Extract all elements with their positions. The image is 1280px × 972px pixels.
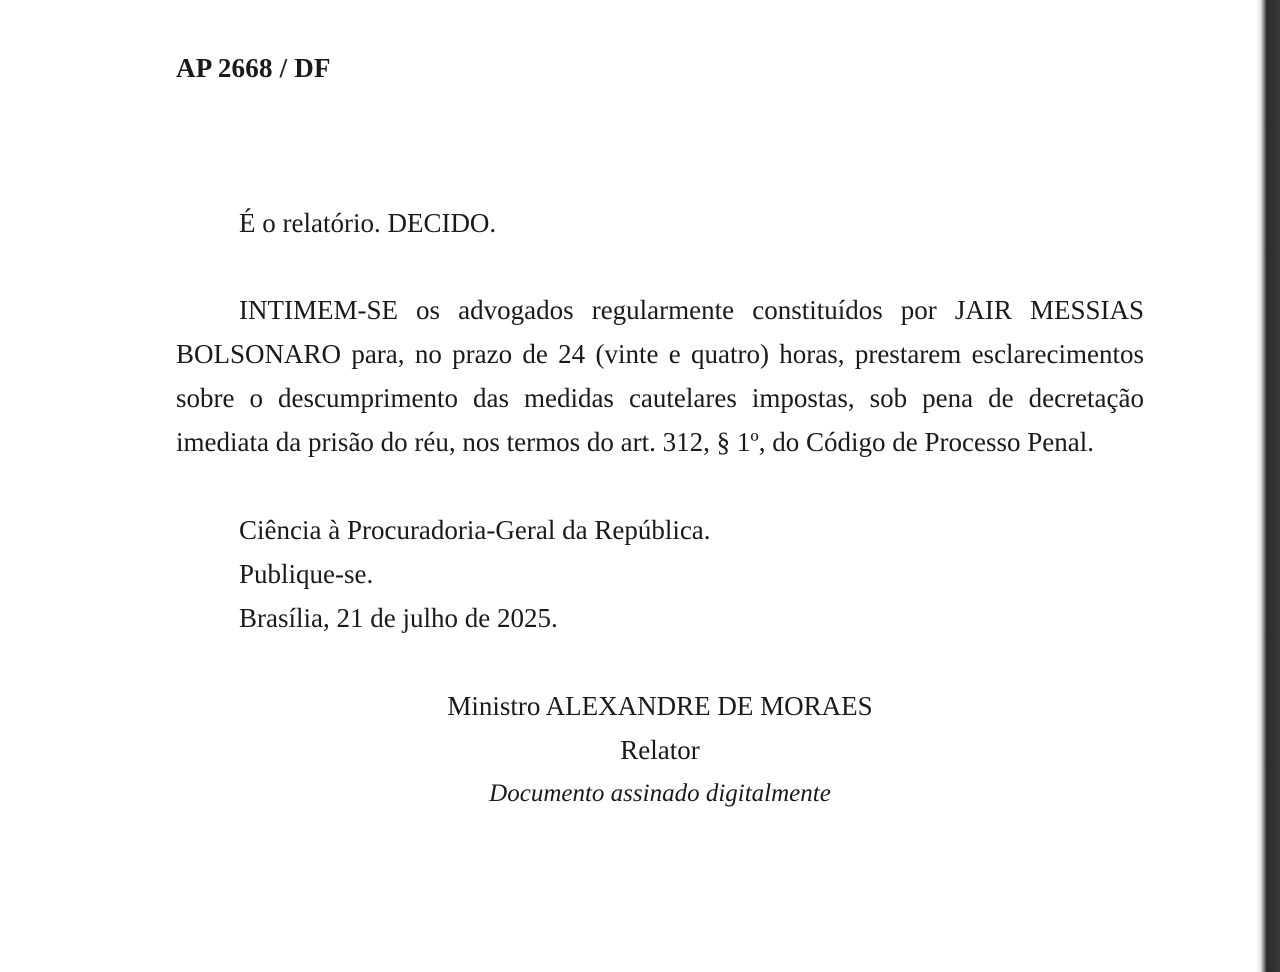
intimation-paragraph: INTIMEM-SE os advogados regularmente constituídos por JAIR MESSIAS BOLSONARO para, no prazo de 24 (vinte e quatro) horas, prestarem esclarecimentos sobre o descumprimento das medidas cautelares impostas, sob pena de decretação imediata da prisão do réu, nos termos do art. 312, § 1º, do Código de Processo Penal. bbox=[176, 295, 1144, 457]
report-line-text: É o relatório. DECIDO. bbox=[239, 208, 497, 238]
digital-signature-note: Documento assinado digitalmente bbox=[489, 780, 831, 807]
place-and-date: Brasília, 21 de julho de 2025. bbox=[239, 603, 558, 633]
signatory-name: Ministro ALEXANDRE DE MORAES bbox=[447, 691, 873, 721]
report-statement bbox=[176, 201, 1144, 245]
intimation-section bbox=[176, 288, 1144, 464]
page-edge-shadow bbox=[1256, 0, 1280, 972]
case-number-heading: AP 2668 / DF bbox=[176, 53, 331, 83]
notice-to-prosecutor: Ciência à Procuradoria-Geral da República. bbox=[239, 515, 711, 545]
signatory-role: Relator bbox=[620, 735, 700, 765]
closing-section bbox=[176, 508, 1144, 640]
publication-order: Publique-se. bbox=[239, 559, 374, 589]
